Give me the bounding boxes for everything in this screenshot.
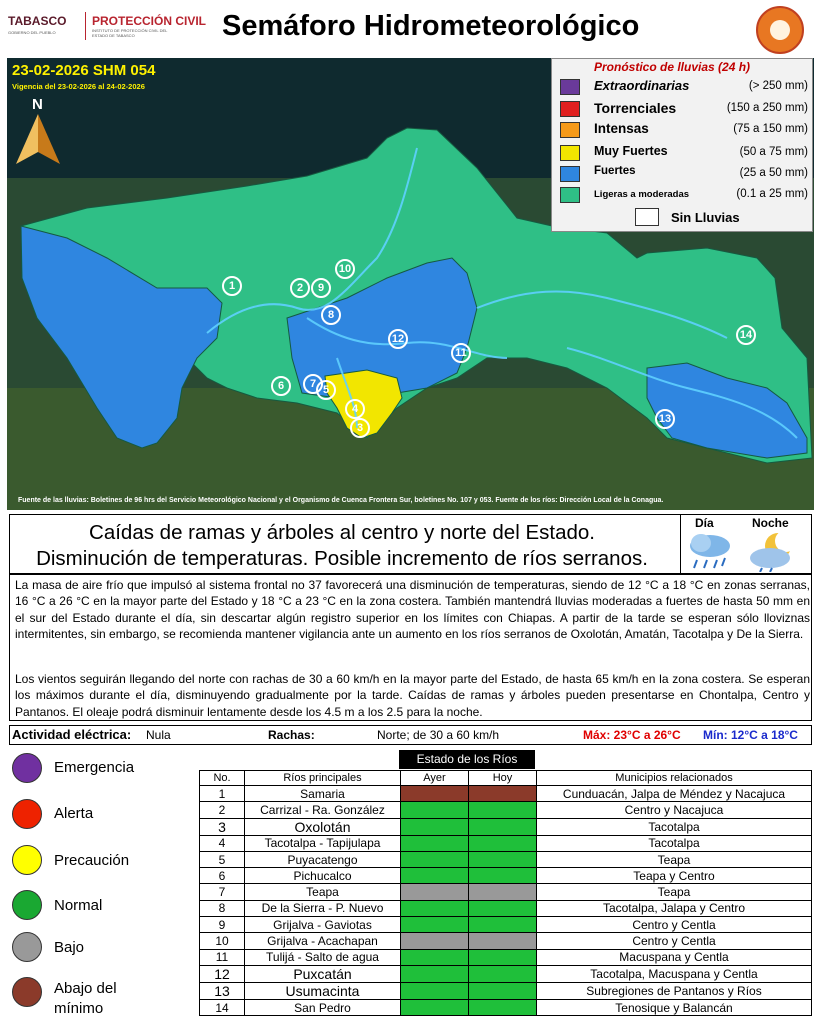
river-name: Usumacinta	[245, 982, 401, 999]
river-name: Oxolotán	[245, 818, 401, 835]
river-name: De la Sierra - P. Nuevo	[245, 900, 401, 916]
river-marker: 6	[271, 376, 291, 396]
rivers-table	[199, 770, 812, 1016]
river-marker: 7	[303, 374, 323, 394]
col-header: Hoy	[469, 771, 537, 786]
legend-range: (25 a 50 mm)	[739, 167, 808, 179]
legend-item-ligeras	[560, 186, 808, 204]
table-row	[200, 933, 812, 949]
river-marker: 14	[736, 325, 756, 345]
related-municipalities: Tacotalpa	[537, 818, 812, 835]
river-number: 6	[200, 868, 245, 884]
status-today-cell	[469, 868, 537, 884]
status-today-cell	[469, 900, 537, 916]
status-yesterday-cell	[401, 982, 469, 999]
legend-swatch	[560, 79, 580, 95]
river-number: 4	[200, 835, 245, 851]
table-row	[200, 835, 812, 851]
river-number: 5	[200, 851, 245, 867]
col-header: Ríos principales	[245, 771, 401, 786]
status-yesterday-cell	[401, 802, 469, 818]
status-dot-precaucion	[12, 845, 42, 875]
legend-item-torrenciales	[560, 100, 808, 118]
river-marker: 13	[655, 409, 675, 429]
rain-cloud-icon	[685, 530, 735, 572]
status-label-alerta: Alerta	[54, 805, 94, 822]
legend-item-muy-fuertes	[560, 144, 808, 162]
legend-label: Intensas	[594, 121, 649, 136]
river-marker: 1	[222, 276, 242, 296]
max-temperature: Máx: 23°C a 26°C	[583, 728, 681, 742]
river-marker: 11	[451, 343, 471, 363]
status-yesterday-cell	[401, 851, 469, 867]
river-name: Tulijá - Salto de agua	[245, 949, 401, 965]
status-dot-bajo	[12, 932, 42, 962]
legend-swatch	[560, 145, 580, 161]
river-marker: 2	[290, 278, 310, 298]
related-municipalities: Tenosique y Balancán	[537, 999, 812, 1015]
legend-item-sin-lluvias	[635, 208, 785, 226]
moon-cloud-icon	[748, 530, 798, 572]
related-municipalities: Teapa	[537, 851, 812, 867]
validity-text: Vigencia del 23-02-2026 al 24-02-2026	[12, 82, 145, 91]
proteccion-civil-seal-icon	[756, 6, 804, 54]
river-number: 3	[200, 818, 245, 835]
status-label-bajo: Bajo	[54, 939, 85, 956]
logo-divider	[85, 12, 86, 40]
related-municipalities: Teapa	[537, 884, 812, 900]
proteccion-civil-logo: PROTECCIÓN CIVIL	[92, 14, 207, 28]
legend-label: Sin Lluvias	[671, 210, 740, 225]
table-row	[200, 818, 812, 835]
river-name: San Pedro	[245, 999, 401, 1015]
status-today-cell	[469, 933, 537, 949]
legend-label: Ligeras a moderadas	[594, 189, 690, 200]
river-name: Puxcatán	[245, 965, 401, 982]
legend-swatch	[560, 101, 580, 117]
status-yesterday-cell	[401, 965, 469, 982]
legend-range: (50 a 75 mm)	[739, 146, 808, 158]
north-arrow-icon	[16, 114, 60, 164]
status-yesterday-cell	[401, 884, 469, 900]
status-today-cell	[469, 851, 537, 867]
table-row	[200, 965, 812, 982]
legend-label: Muy Fuertes	[594, 144, 668, 158]
rivers-status-title: Estado de los Ríos	[399, 750, 535, 769]
proteccion-civil-subtitle: INSTITUTO DE PROTECCIÓN CIVIL DEL ESTADO DE TABASCO	[92, 28, 168, 38]
status-label-normal: Normal	[54, 897, 103, 914]
river-marker: 4	[345, 399, 365, 419]
table-row	[200, 949, 812, 965]
river-name: Teapa	[245, 884, 401, 900]
status-yesterday-cell	[401, 933, 469, 949]
forecast-headline	[12, 520, 672, 572]
status-today-cell	[469, 999, 537, 1015]
rain-legend-title: Pronóstico de lluvias (24 h)	[594, 60, 751, 74]
legend-range: (> 250 mm)	[748, 80, 808, 92]
legend-range: (150 a 250 mm)	[726, 102, 808, 114]
river-name: Puyacatengo	[245, 851, 401, 867]
related-municipalities: Teapa y Centro	[537, 868, 812, 884]
status-today-cell	[469, 982, 537, 999]
map-source-note: Fuente de las lluvias: Boletines de 96 hrs del Servicio Meteorológico Nacional y el Organismo de Cuenca Frontera Sur, boletines No. 107 y 053. Fuente de los ríos: Dirección Local de la Conagua.	[18, 497, 664, 504]
related-municipalities: Tacotalpa, Jalapa y Centro	[537, 900, 812, 916]
status-label-emergencia: Emergencia	[54, 759, 135, 776]
table-row	[200, 917, 812, 933]
status-today-cell	[469, 917, 537, 933]
status-dot-alerta	[12, 799, 42, 829]
north-arrow-label: N	[32, 96, 43, 113]
status-dot-abajo-minimo	[12, 977, 42, 1007]
river-number: 14	[200, 999, 245, 1015]
status-yesterday-cell	[401, 900, 469, 916]
status-dot-emergencia	[12, 753, 42, 783]
legend-swatch	[560, 166, 580, 182]
tabasco-logo-subtitle: GOBIERNO DEL PUEBLO	[8, 30, 56, 35]
river-number: 2	[200, 802, 245, 818]
status-yesterday-cell	[401, 818, 469, 835]
legend-swatch	[560, 187, 580, 203]
related-municipalities: Tacotalpa	[537, 835, 812, 851]
related-municipalities: Subregiones de Pantanos y Ríos	[537, 982, 812, 999]
river-number: 9	[200, 917, 245, 933]
table-row	[200, 786, 812, 802]
status-dot-normal	[12, 890, 42, 920]
status-yesterday-cell	[401, 786, 469, 802]
headline-line-2: Disminución de temperaturas. Posible incremento de ríos serranos.	[36, 547, 648, 570]
river-name: Grijalva - Gaviotas	[245, 917, 401, 933]
day-label: Día	[695, 516, 714, 530]
status-today-cell	[469, 786, 537, 802]
table-row	[200, 982, 812, 999]
related-municipalities: Macuspana y Centla	[537, 949, 812, 965]
related-municipalities: Centro y Centla	[537, 933, 812, 949]
status-today-cell	[469, 835, 537, 851]
river-number: 7	[200, 884, 245, 900]
min-temperature: Mín: 12°C a 18°C	[703, 728, 798, 742]
col-header: Municipios relacionados	[537, 771, 812, 786]
legend-label: Extraordinarias	[594, 78, 690, 93]
page-title: Semáforo Hidrometeorológico	[222, 10, 640, 42]
table-row	[200, 900, 812, 916]
river-number: 10	[200, 933, 245, 949]
related-municipalities: Centro y Nacajuca	[537, 802, 812, 818]
table-header-row	[200, 771, 812, 786]
legend-label: Torrenciales	[594, 100, 677, 116]
river-name: Carrizal - Ra. González	[245, 802, 401, 818]
legend-swatch	[560, 122, 580, 138]
river-marker: 12	[388, 329, 408, 349]
legend-range: (0.1 a 25 mm)	[736, 188, 808, 200]
river-marker: 3	[350, 418, 370, 438]
status-yesterday-cell	[401, 949, 469, 965]
status-label-precaucion: Precaución	[54, 852, 130, 869]
river-number: 12	[200, 965, 245, 982]
river-number: 13	[200, 982, 245, 999]
river-name: Pichucalco	[245, 868, 401, 884]
rivers-table-body	[200, 786, 812, 1016]
status-yesterday-cell	[401, 835, 469, 851]
river-marker: 9	[311, 278, 331, 298]
related-municipalities: Centro y Centla	[537, 917, 812, 933]
gusts-value: Norte; de 30 a 60 km/h	[377, 728, 500, 742]
table-row	[200, 802, 812, 818]
river-number: 11	[200, 949, 245, 965]
header	[0, 0, 819, 58]
legend-item-extraordinarias	[560, 78, 808, 96]
status-yesterday-cell	[401, 917, 469, 933]
legend-item-fuertes	[560, 165, 808, 183]
col-header: No.	[200, 771, 245, 786]
table-row	[200, 851, 812, 867]
river-number: 8	[200, 900, 245, 916]
status-today-cell	[469, 802, 537, 818]
legend-label: Fuertes	[594, 165, 636, 177]
related-municipalities: Cunduacán, Jalpa de Méndez y Nacajuca	[537, 786, 812, 802]
col-header: Ayer	[401, 771, 469, 786]
forecast-paragraph-1: La masa de aire frío que impulsó al sistema frontal no 37 favorecerá una disminución de temperaturas, siendo de 12 °C a 18 °C en zonas serranas, 16 °C a 26 °C en la mayor parte del Estado y 18 °C a 23 °C en la zona costera. También mantendrá lluvias moderadas a fuertes de hasta 50 mm en el sur del Estado durante el día, sin descartar algún registro superior en los límites con Chiapas. A partir de la tarde se esperan sólo lloviznas intermitentes, sin embargo, se recomienda mantener vigilancia ante un aumento en los ríos serranos de Oxolotán, Amatán, Tacotalpa y De la Sierra.	[15, 578, 810, 641]
tabasco-logo: TABASCO	[8, 14, 67, 28]
river-number: 1	[200, 786, 245, 802]
forecast-paragraph-2: Los vientos seguirán llegando del norte con rachas de 30 a 60 km/h en la mayor parte del Estado, de hasta 65 km/h en la zona costera. Se esperan los máximos durante el día, disminuyendo gradualmente por la tarde. Caídas de ramas y árboles pueden presentarse en Chontalpa, Centro y Pantanos. El oleaje podrá disminuir lentamente desde los 4.5 m a los 2.5 para la noche.	[15, 672, 810, 719]
river-marker: 8	[321, 305, 341, 325]
status-today-cell	[469, 965, 537, 982]
related-municipalities: Tacotalpa, Macuspana y Centla	[537, 965, 812, 982]
river-name: Samaria	[245, 786, 401, 802]
table-row	[200, 868, 812, 884]
status-today-cell	[469, 949, 537, 965]
river-marker: 10	[335, 259, 355, 279]
legend-item-intensas	[560, 121, 808, 139]
river-name: Tacotalpa - Tapijulapa	[245, 835, 401, 851]
legend-swatch	[635, 208, 659, 226]
status-yesterday-cell	[401, 999, 469, 1015]
gusts-label: Rachas:	[268, 728, 315, 742]
status-label-abajo-minimo: Abajo del mínimo	[54, 980, 117, 1017]
river-marker: 5	[316, 380, 336, 400]
electric-activity-label: Actividad eléctrica:	[12, 727, 132, 742]
night-label: Noche	[752, 516, 789, 530]
status-yesterday-cell	[401, 868, 469, 884]
status-today-cell	[469, 818, 537, 835]
bulletin-date: 23-02-2026 SHM 054	[12, 62, 156, 79]
headline-line-1: Caídas de ramas y árboles al centro y norte del Estado.	[89, 521, 595, 544]
weather-icons-divider	[680, 515, 681, 573]
river-name: Grijalva - Acachapan	[245, 933, 401, 949]
legend-range: (75 a 150 mm)	[733, 123, 808, 135]
table-row	[200, 884, 812, 900]
electric-activity-value: Nula	[146, 728, 171, 742]
table-row	[200, 999, 812, 1015]
status-today-cell	[469, 884, 537, 900]
